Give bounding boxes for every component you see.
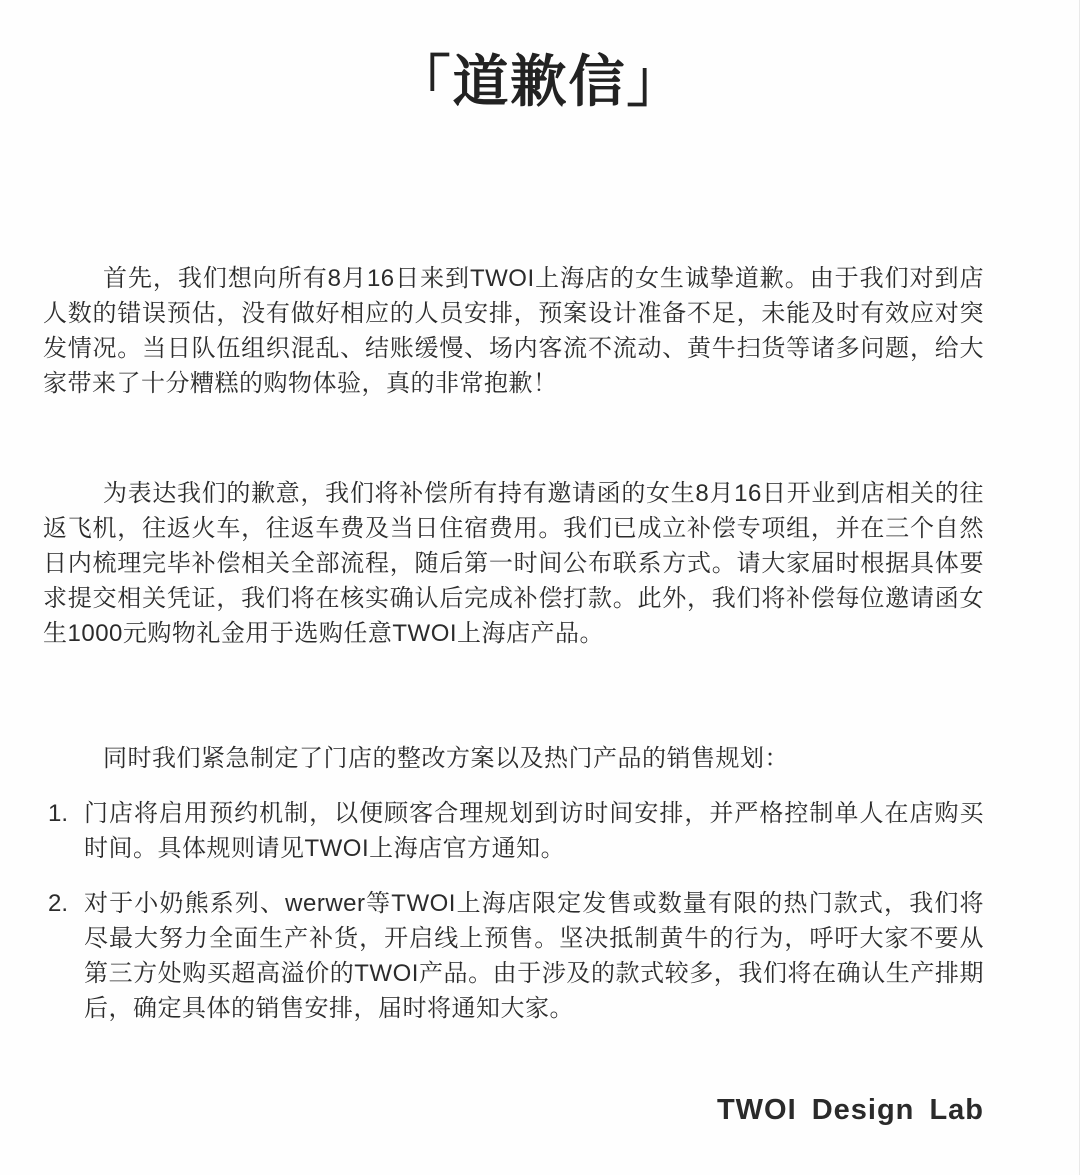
- list-item-restock: [43, 886, 984, 1026]
- remediation-intro: 同时我们紧急制定了门店的整改方案以及热门产品的销售规划：: [103, 745, 789, 772]
- list-item-number: 1.: [48, 800, 69, 827]
- brand-signature: TWOI Design Lab: [716, 1094, 984, 1126]
- compensation-paragraph: 为表达我们的歉意，我们将补偿所有持有邀请函的女生8月16日开业到店相关的往返飞机，往返火车，往返车费及当日住宿费用。我们已成立补偿专项组，并在三个自然日内梳理完毕补偿相关全部流程，随后第一时间公布联系方式。请大家届时根据具体要求提交相关凭证，我们将在核实确认后完成补偿打款。此外，我们将补偿每位邀请函女生1000元购物礼金用于选购任意TWOI上海店产品。: [43, 480, 984, 647]
- page-title: 「道歉信」: [394, 50, 685, 113]
- remediation-list: [43, 796, 984, 1026]
- list-item-text: 对于小奶熊系列、werwer等TWOI上海店限定发售或数量有限的热门款式，我们将尽最大努力全面生产补货，开启线上预售。坚决抵制黄牛的行为，呼吁大家不要从第三方处购买超高溢价的TWOI产品。由于涉及的款式较多，我们将在确认生产排期后，确定具体的销售安排，届时将通知大家。: [84, 890, 984, 1022]
- list-item-text: 门店将启用预约机制，以便顾客合理规划到访时间安排，并严格控制单人在店购买时间。具体规则请见TWOI上海店官方通知。: [84, 800, 984, 862]
- apology-paragraph: 首先，我们想向所有8月16日来到TWOI上海店的女生诚挚道歉。由于我们对到店人数的错误预估，没有做好相应的人员安排，预案设计准备不足，未能及时有效应对突发情况。当日队伍组织混乱、结账缓慢、场内客流不流动、黄牛扫货等诸多问题，给大家带来了十分糟糕的购物体验，真的非常抱歉！: [43, 265, 984, 397]
- letter-body: [0, 261, 1079, 1026]
- list-item-reservation: [43, 796, 984, 866]
- list-item-number: 2.: [48, 890, 69, 917]
